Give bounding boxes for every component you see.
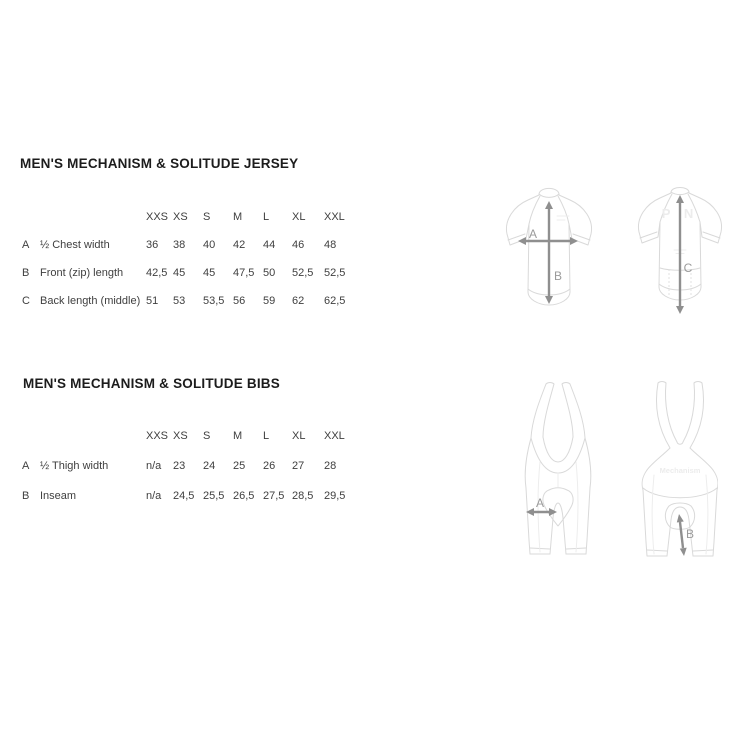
value-cell: 47,5	[233, 267, 255, 279]
value-cell: 50	[263, 267, 276, 279]
value-cell: 26	[263, 460, 276, 472]
back-length-label: C	[683, 261, 693, 275]
bibs-size-table	[20, 421, 364, 511]
size-header-cell: S	[203, 211, 211, 223]
size-header-cell: XL	[292, 211, 306, 223]
value-cell: 27	[292, 460, 305, 472]
value-cell: 53	[173, 295, 186, 307]
measurement-label: ½ Chest width	[40, 239, 110, 251]
value-cell: n/a	[146, 460, 162, 472]
value-cell: 42,5	[146, 267, 168, 279]
size-header-cell: XXS	[146, 430, 169, 442]
value-cell: 45	[203, 267, 216, 279]
row-letter: A	[22, 460, 30, 472]
front-length-label: B	[553, 269, 563, 283]
back-logo-text: P N	[661, 206, 699, 221]
value-cell: 25	[233, 460, 246, 472]
value-cell: 23	[173, 460, 186, 472]
bibs-front-diagram	[518, 380, 602, 570]
value-cell: 27,5	[263, 490, 285, 502]
value-cell: 25,5	[203, 490, 225, 502]
row-letter: B	[22, 490, 30, 502]
value-cell: n/a	[146, 490, 162, 502]
thigh-width-label: A	[535, 496, 545, 510]
value-cell: 24,5	[173, 490, 195, 502]
size-header-cell: S	[203, 430, 211, 442]
row-letter: C	[22, 295, 30, 307]
value-cell: 36	[146, 239, 159, 251]
value-cell: 40	[203, 239, 216, 251]
front-length-arrow	[545, 201, 553, 304]
size-header-cell: XXS	[146, 211, 169, 223]
jersey-front-diagram	[496, 180, 600, 320]
row-letter: B	[22, 267, 30, 279]
value-cell: 29,5	[324, 490, 346, 502]
size-header-cell: M	[233, 211, 243, 223]
jersey-section-title: MEN'S MECHANISM & SOLITUDE JERSEY	[20, 156, 299, 171]
value-cell: 45	[173, 267, 186, 279]
value-cell: 59	[263, 295, 276, 307]
chest-width-label: A	[528, 227, 538, 241]
measurement-label: Inseam	[40, 490, 77, 502]
spacer-cell	[20, 203, 40, 231]
size-header-cell: L	[263, 430, 270, 442]
value-cell: 62	[292, 295, 305, 307]
row-letter: A	[22, 239, 30, 251]
spacer-cell	[40, 421, 146, 451]
value-cell: 51	[146, 295, 159, 307]
size-header-cell: XS	[173, 211, 188, 223]
value-cell: 38	[173, 239, 186, 251]
value-cell: 52,5	[292, 267, 314, 279]
bibs-section-title: MEN'S MECHANISM & SOLITUDE BIBS	[23, 376, 280, 391]
value-cell: 24	[203, 460, 216, 472]
value-cell: 46	[292, 239, 305, 251]
size-header-cell: L	[263, 211, 270, 223]
jersey-size-table	[20, 203, 364, 315]
value-cell: 42	[233, 239, 246, 251]
value-cell: 26,5	[233, 490, 255, 502]
measurement-label: Front (zip) length	[40, 267, 124, 279]
value-cell: 44	[263, 239, 276, 251]
size-header-cell: XL	[292, 430, 306, 442]
value-cell: 28,5	[292, 490, 314, 502]
value-cell: 56	[233, 295, 246, 307]
bibs-back-diagram	[634, 380, 718, 570]
back-panel-logo-text: Mechanism	[659, 466, 701, 475]
value-cell: 53,5	[203, 295, 225, 307]
value-cell: 48	[324, 239, 337, 251]
size-header-cell: M	[233, 430, 243, 442]
spacer-cell	[40, 203, 146, 231]
jersey-back-diagram	[632, 180, 732, 320]
measurement-label: ½ Thigh width	[40, 460, 109, 472]
size-header-cell: XXL	[324, 430, 345, 442]
value-cell: 28	[324, 460, 337, 472]
value-cell: 62,5	[324, 295, 346, 307]
inseam-label: B	[685, 527, 695, 541]
measurement-label: Back length (middle)	[40, 295, 141, 307]
value-cell: 52,5	[324, 267, 346, 279]
size-header-cell: XXL	[324, 211, 345, 223]
spacer-cell	[20, 421, 40, 451]
size-header-cell: XS	[173, 430, 188, 442]
